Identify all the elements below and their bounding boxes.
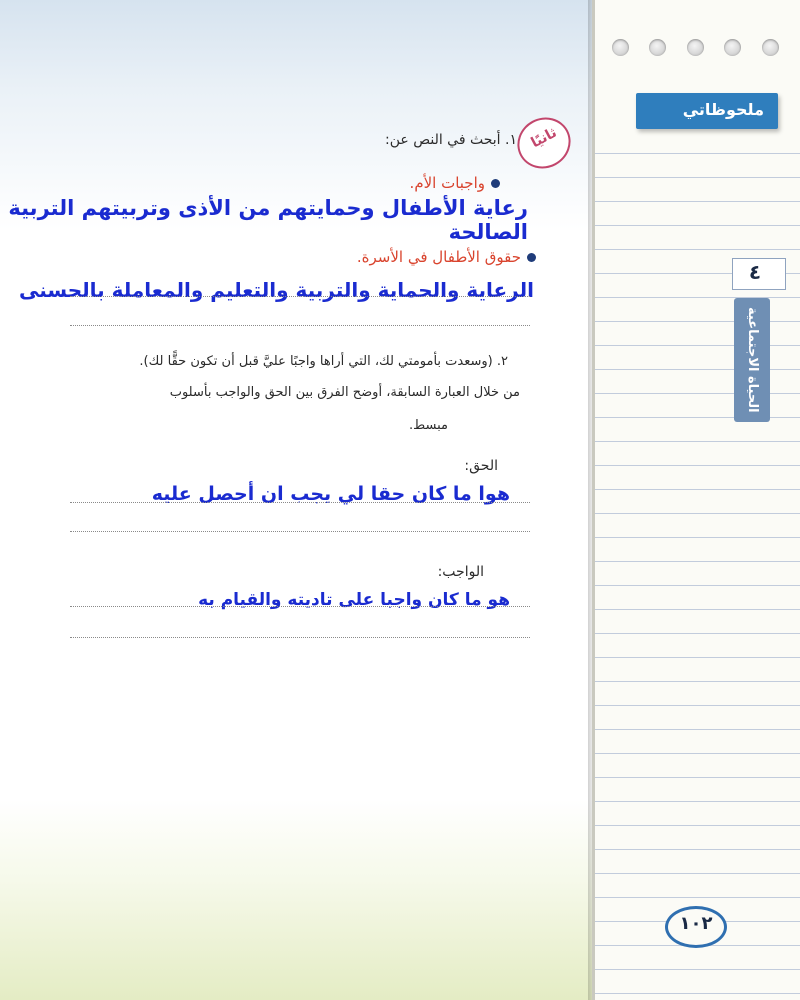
unit-number: ٤ — [748, 260, 762, 284]
notes-tab-label: ملحوظاتي — [682, 100, 764, 119]
bullet-children-rights — [357, 248, 536, 266]
bullet-icon — [527, 253, 536, 262]
answer-line — [70, 502, 530, 503]
answer-line — [70, 606, 530, 607]
answer-line — [70, 531, 530, 532]
answer-line — [70, 296, 530, 297]
notes-strip-edge — [592, 0, 595, 1000]
section-badge: ثانيًا — [528, 124, 560, 152]
binder-hole-icon — [724, 39, 741, 56]
notes-strip — [594, 0, 800, 1000]
question-1-prompt: ١. أبحث في النص عن: — [385, 132, 517, 148]
right-answer[interactable]: هوا ما كان حقا لي يجب ان أحصل عليه — [151, 483, 510, 505]
question-2-instruction: من خلال العبارة السابقة، أوضح الفرق بين الحق والواجب بأسلوب — [169, 385, 520, 400]
right-label: الحق: — [464, 458, 498, 474]
bullet-children-rights-label: حقوق الأطفال في الأسرة. — [356, 248, 521, 266]
binder-hole-icon — [687, 39, 704, 56]
question-2-quote: ٢. (وسعدت بأمومتي لك، التي أراها واجبًا عليَّ قبل أن تكون حقًّا لك). — [139, 354, 508, 369]
bullet-mother-duties — [410, 174, 500, 192]
question-2-instruction-end: مبسط. — [409, 418, 448, 433]
notes-tab — [636, 93, 778, 129]
binder-holes — [612, 39, 792, 59]
answer-line — [70, 325, 530, 326]
duty-answer[interactable]: هو ما كان واجبا على تاديته والقيام به — [198, 590, 510, 610]
binder-hole-icon — [612, 39, 629, 56]
unit-label: الحياة الاجتماعية — [745, 307, 760, 413]
answer-line — [70, 637, 530, 638]
binder-hole-icon — [762, 39, 779, 56]
binder-hole-icon — [649, 39, 666, 56]
duty-label: الواجب: — [437, 564, 484, 580]
answer-children-rights[interactable]: الرعاية والحماية والتربية والتعليم والمعاملة بالحسنى — [18, 278, 534, 302]
bullet-icon — [491, 179, 500, 188]
answer-mother-duties[interactable]: رعاية الأطفال وحمايتهم من الأذى وتربيتهم التربية الصالحة — [8, 196, 528, 244]
page-number: ١٠٢ — [679, 913, 713, 934]
bullet-mother-duties-label: واجبات الأم. — [409, 174, 485, 192]
